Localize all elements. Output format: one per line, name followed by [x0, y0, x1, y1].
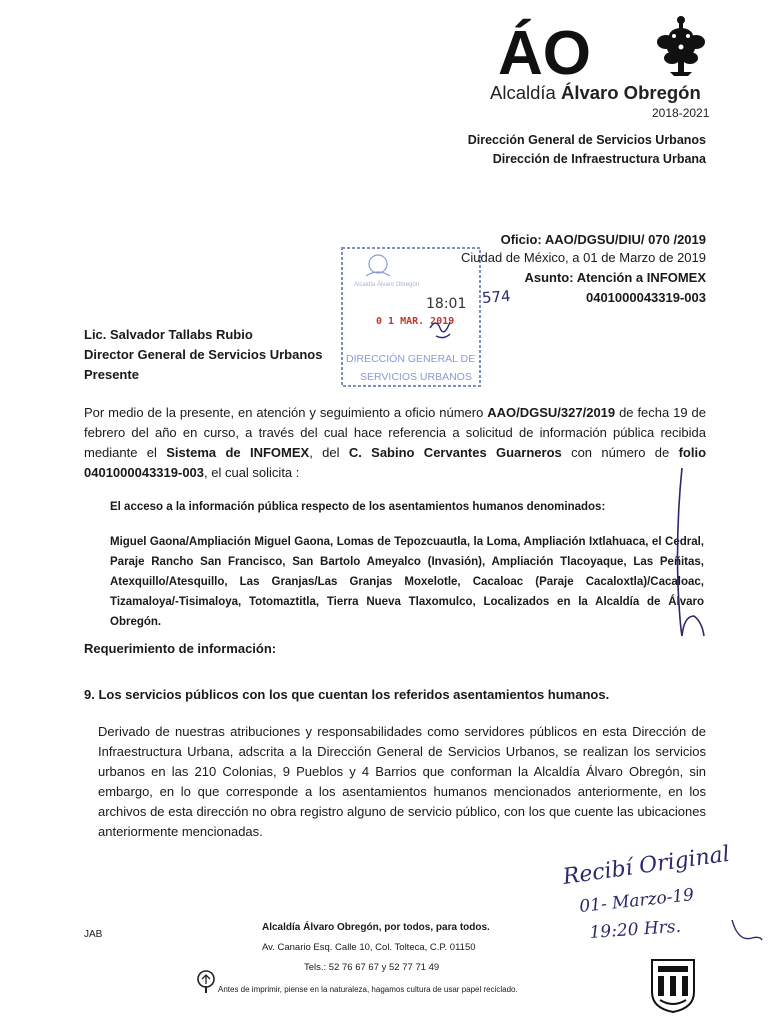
receipt-line-3: 19:20 Hrs. — [588, 916, 682, 943]
coat-of-arms-icon — [652, 14, 710, 76]
quote-intro: El acceso a la información pública respecto de los asentamientos humanos denominados: — [110, 501, 606, 513]
stamp-date: 0 1 MAR. 2019 — [376, 316, 455, 327]
place-date: Ciudad de México, a 01 de Marzo de 2019 — [461, 250, 706, 265]
handwritten-number: 574 — [481, 287, 512, 307]
oficio-number: Oficio: AAO/DGSU/DIU/ 070 /2019 — [500, 232, 706, 247]
svg-text:Alcaldía Álvaro Obregón: Alcaldía Álvaro Obregón — [354, 282, 420, 288]
addressee-block — [84, 325, 322, 385]
addressee-position: Director General de Servicios Urbanos — [84, 347, 323, 362]
subject: Asunto: Atención a INFOMEX — [524, 270, 706, 285]
handwritten-bracket-icon — [672, 466, 708, 642]
footer-initials: JAB — [84, 929, 103, 940]
stamp-text-1: DIRECCIÓN GENERAL DE — [346, 353, 476, 365]
footer-address: Av. Canario Esq. Calle 10, Col. Tolteca, C.P. 01150 — [262, 942, 476, 953]
paragraph-response: Derivado de nuestras atribuciones y responsabilidades como servidores públicos en esta Dirección de Infraestructura Urbana, adscrita a la Dirección General de Servicios Urbanos, se realizan los servicios urbanos en las 210 Colonias, 9 Pueblos y 4 Barrios que conforman la Alcaldía Álvaro Obregón, sin embargo, en lo que corresponde a los asentamientos humanos mencionados anteriormente, en los archivos de esta dirección no obra registro alguno de servicio público, con los que cuente las ubicaciones anteriormente mencionadas. — [98, 724, 706, 839]
paragraph-intro: Por medio de la presente, en atención y seguimiento a oficio número AAO/DGSU/327/2019 de fecha 19 de febrero del año en curso, a través del cual hace referencia a solicitud de información pública recibida mediante el Sistema de INFOMEX, del C. Sabino Cervantes Guarneros con número de folio 0401000043319-003, el cual solicita : — [84, 405, 707, 480]
receipt-line-2: 01- Marzo-19 — [578, 885, 695, 917]
handwritten-receipt — [556, 841, 766, 950]
addressee-closing: Presente — [84, 367, 139, 382]
requirement-heading: Requerimiento de información: — [84, 641, 277, 656]
stamp-text-2: SERVICIOS URBANOS — [360, 371, 472, 383]
alcaldia-logo — [498, 14, 591, 88]
footer-eco-note: Antes de imprimir, piense en la naturaleza, hagamos cultura de usar papel reciclado. — [218, 985, 518, 994]
receipt-line-1: Recibí Original — [561, 841, 732, 890]
quote-locations: Miguel Gaona/Ampliación Miguel Gaona, Lomas de Tepozcuautla, la Loma, Ampliación Ixtlahuaca, el Cedral, Paraje Rancho San Francisco, San Bartolo Ameyalco (Invasión), Ampliación Tlacoyaque, Las Peñitas, Atexquillo/Atesquillo, Las Granjas/Las Granjas Moxelotle, Cacaloac (Paraje Cacaloxtla)/Cacaloac, Tizamaloya/-Tisimaloya, Totomaztitla, Tierra Nueva Tlaxomulco, Localizados en la Alcaldía de Álvaro Obregón. — [110, 536, 704, 628]
footer-slogan: Alcaldía Álvaro Obregón, por todos, para todos. — [262, 922, 490, 933]
requirement-item-9: 9. Los servicios públicos con los que cuentan los referidos asentamientos humanos. — [84, 687, 610, 702]
logo-text: ÁO — [498, 19, 591, 88]
footer-phones: Tels.: 52 76 67 67 y 52 77 71 49 — [304, 962, 440, 973]
administration-years: 2018-2021 — [652, 106, 710, 120]
stamp-time: 18:01 — [426, 296, 467, 312]
direction-general: Dirección General de Servicios Urbanos — [467, 133, 706, 147]
reception-stamp — [340, 246, 482, 388]
addressee-name: Lic. Salvador Tallabs Rubio — [84, 327, 253, 342]
recycle-tree-icon — [196, 970, 216, 994]
institution-name: Alcaldía Álvaro Obregón — [490, 82, 701, 103]
folio-number: 0401000043319-003 — [585, 290, 706, 305]
direction-area: Dirección de Infraestructura Urbana — [492, 152, 706, 166]
footer-shield-icon — [650, 958, 696, 1014]
